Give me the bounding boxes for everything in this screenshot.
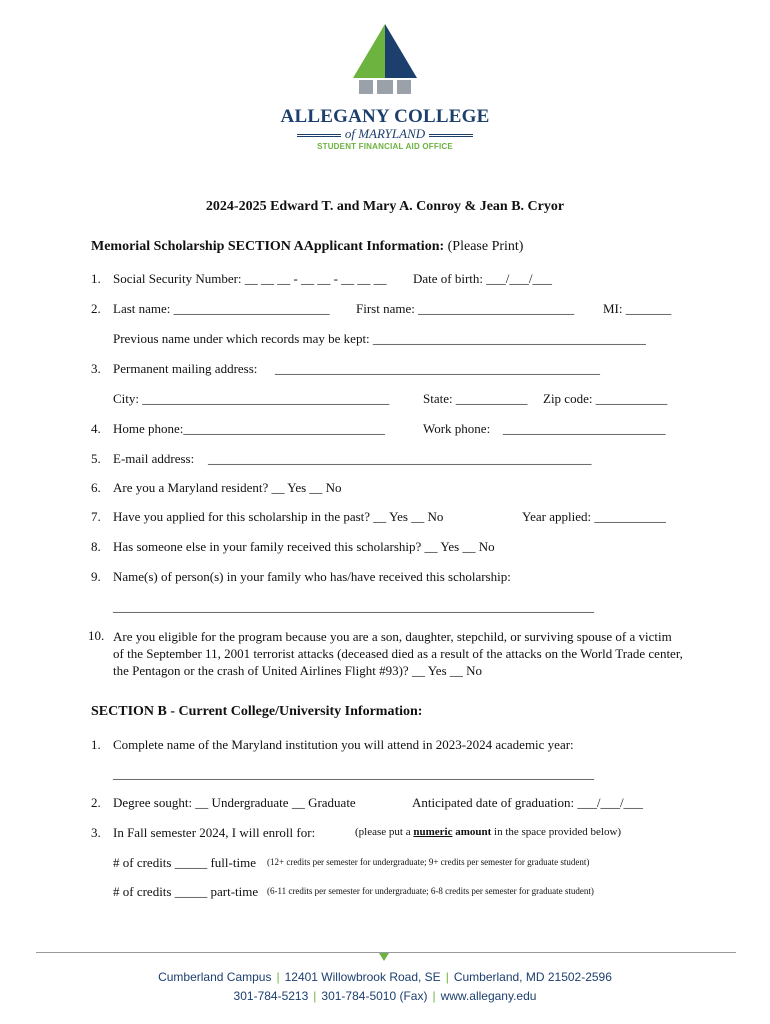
item-number: 4. [91,421,101,436]
degree-sought-question[interactable]: Degree sought: __ Undergraduate __ Graduate [113,795,356,810]
footer-address-line: Cumberland Campus | 12401 Willowbrook Road, SE | Cumberland, MD 21502-2596 [158,970,612,984]
item-number: 9. [91,569,101,584]
work-phone-label: Work phone: [423,421,491,436]
city-field[interactable]: City: ______________________________________ [113,391,390,406]
college-subname: of MARYLAND [0,126,770,142]
item-number: 10. [88,628,105,643]
email-label: E-mail address: [113,451,195,466]
family-names-label: Name(s) of person(s) in your family who has/have received this scholarship: [113,569,511,584]
last-name-field[interactable]: Last name: ________________________ [113,301,330,316]
item-number: 7. [91,509,101,524]
footer-marker-icon [379,953,389,961]
institution-field[interactable]: __________________________________________________________________________ [113,766,594,781]
address-label: Permanent mailing address: [113,361,258,376]
item-number: 8. [91,539,101,554]
item-number: 1. [91,271,101,286]
section-b-heading: SECTION B - Current College/University Information: [91,704,423,719]
office-name: STUDENT FINANCIAL AID OFFICE [317,142,453,151]
dob-field[interactable]: Date of birth: ___/___/___ [413,271,553,286]
email-field[interactable]: ___________________________________________________________ [208,451,592,466]
item-number: 5. [91,451,101,466]
applied-before-question[interactable]: Have you applied for this scholarship in the past? __ Yes __ No [113,509,444,524]
full-time-credits-field[interactable]: # of credits _____ full-time [113,855,256,870]
item-number: 2. [91,301,101,316]
part-time-credits-field[interactable]: # of credits _____ part-time [113,884,259,899]
work-phone-field[interactable]: _________________________ [503,421,666,436]
item-number: 3. [91,825,101,840]
home-phone-field[interactable]: Home phone:_______________________________ [113,421,385,436]
part-time-note: (6-11 credits per semester for undergraduate; 6-8 credits per semester for graduate student) [267,886,594,896]
state-field[interactable]: State: ___________ [423,391,528,406]
item-number: 6. [91,480,101,495]
college-name: ALLEGANY COLLEGE [280,106,490,127]
footer-contact-line: 301-784-5213 | 301-784-5010 (Fax) | www.allegany.edu [233,989,537,1003]
september-11-question[interactable]: Are you eligible for the program because you are a son, daughter, stepchild, or surviving spouse of a victim of the September 11, 2001 terrorist attacks (deceased died as a result of the attacks on the World Trade center, the Pentagon or the crash of United Airlines Flight #93)? __ Yes __ No [113,629,683,678]
institution-label: Complete name of the Maryland institution you will attend in 2023-2024 academic year: [113,737,574,752]
mi-field[interactable]: MI: _______ [603,301,672,316]
numeric-note: (please put a numeric amount in the space provided below) [355,826,622,838]
first-name-field[interactable]: First name: ________________________ [356,301,575,316]
item-number: 2. [91,795,101,810]
family-received-question[interactable]: Has someone else in your family received this scholarship? __ Yes __ No [113,539,495,554]
item-number: 1. [91,737,101,752]
family-names-field[interactable]: __________________________________________________________________________ [113,599,594,614]
website-link[interactable]: www.allegany.edu [440,989,537,1003]
graduation-date-field[interactable]: Anticipated date of graduation: ___/___/___ [412,795,644,810]
item-number: 3. [91,361,101,376]
college-logo-icon [353,24,417,96]
section-a-heading: Memorial Scholarship SECTION AApplicant Information: (Please Print) [91,239,524,254]
maryland-resident-question[interactable]: Are you a Maryland resident? __ Yes __ No [113,480,342,495]
full-time-note: (12+ credits per semester for undergraduate; 9+ credits per semester for graduate student) [267,857,590,867]
address-field[interactable]: __________________________________________________ [275,361,600,376]
ssn-field[interactable]: Social Security Number: __ __ __ - __ __ - __ __ __ [113,271,387,286]
previous-name-field[interactable]: Previous name under which records may be kept: __________________________________________ [113,331,646,346]
form-title: 2024-2025 Edward T. and Mary A. Conroy & Jean B. Cryor [205,199,565,214]
enroll-label: In Fall semester 2024, I will enroll for: [113,825,316,840]
year-applied-field[interactable]: Year applied: ___________ [522,509,666,524]
zip-field[interactable]: Zip code: ___________ [543,391,668,406]
